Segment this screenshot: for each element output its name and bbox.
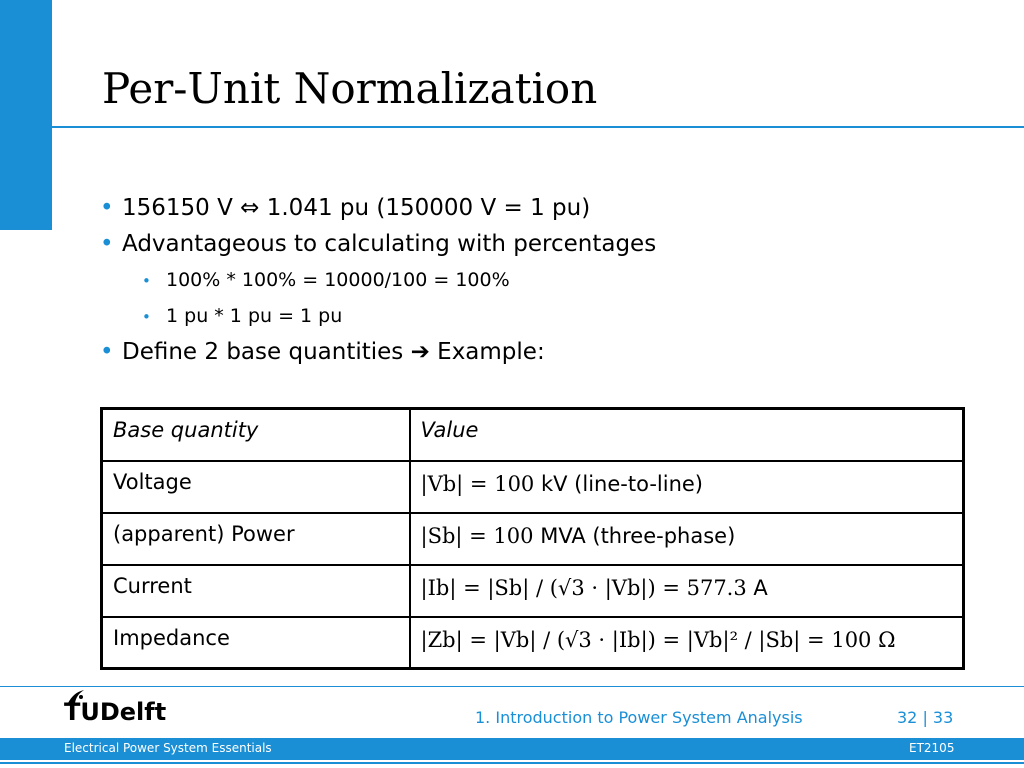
title-divider <box>52 126 1024 128</box>
tudelft-logo: TUDelft <box>64 698 167 726</box>
footer-divider <box>0 686 1024 687</box>
bullet-dot-icon: • <box>142 272 151 290</box>
bullet-dot-icon: • <box>142 308 151 326</box>
bullet-text: 156150 V ⇔ 1.041 pu (150000 V = 1 pu) <box>122 195 591 221</box>
bullet-item <box>100 336 980 372</box>
bullet-list <box>100 192 980 372</box>
quantity-name: (apparent) Power <box>102 513 410 565</box>
value-unit: MVA (three-phase) <box>540 523 736 548</box>
value-unit: A <box>753 575 768 600</box>
table-row <box>102 513 964 565</box>
quantity-value <box>410 617 964 669</box>
bullet-dot-icon: • <box>100 231 114 257</box>
value-formula: |Ib| = |Sb| / (√3 · |Vb|) = 577.3 <box>420 575 747 600</box>
accent-block <box>0 0 52 230</box>
table-header-cell: Base quantity <box>102 409 410 461</box>
bullet-item <box>100 192 980 228</box>
bottom-line <box>0 762 1024 764</box>
table-row <box>102 461 964 513</box>
sub-bullet-item <box>100 300 980 336</box>
course-code: ET2105 <box>909 741 955 755</box>
page-title: Per-Unit Normalization <box>102 64 598 113</box>
table-row <box>102 617 964 669</box>
chapter-label: 1. Introduction to Power System Analysis <box>475 708 803 727</box>
table-header-row <box>102 409 964 461</box>
quantity-value <box>410 461 964 513</box>
quantity-name: Impedance <box>102 617 410 669</box>
value-unit: kV (line-to-line) <box>540 471 703 496</box>
quantity-value <box>410 565 964 617</box>
bullet-text: 1 pu * 1 pu = 1 pu <box>166 305 343 327</box>
bullet-text: Advantageous to calculating with percentages <box>122 231 657 257</box>
value-formula: |Sb| = 100 <box>420 523 534 548</box>
table-row <box>102 565 964 617</box>
quantity-value <box>410 513 964 565</box>
base-quantity-table <box>100 407 965 670</box>
bullet-text: Define 2 base quantities ➔ Example: <box>122 339 545 365</box>
course-name: Electrical Power System Essentials <box>64 741 272 755</box>
bullet-dot-icon: • <box>100 195 114 221</box>
value-formula: |Vb| = 100 <box>420 471 535 496</box>
sub-bullet-item <box>100 264 980 300</box>
quantity-name: Current <box>102 565 410 617</box>
value-formula: |Zb| = |Vb| / (√3 · |Ib|) = |Vb|² / |Sb| = 100 Ω <box>420 627 896 652</box>
bullet-text: 100% * 100% = 10000/100 = 100% <box>166 269 510 291</box>
table-header-cell: Value <box>410 409 964 461</box>
bullet-dot-icon: • <box>100 339 114 365</box>
bullet-item <box>100 228 980 264</box>
quantity-name: Voltage <box>102 461 410 513</box>
page-number: 32 | 33 <box>897 708 954 727</box>
